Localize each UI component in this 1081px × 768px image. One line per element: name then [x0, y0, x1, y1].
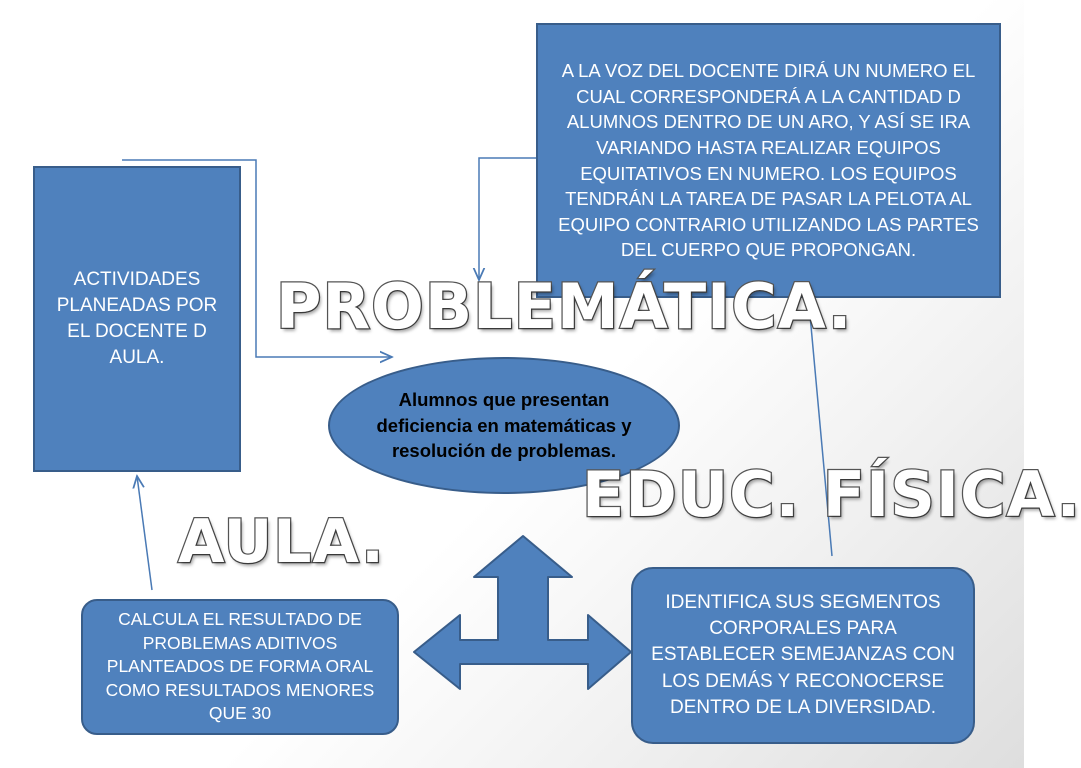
connector-calc-to-activities [137, 476, 152, 590]
identify-text: IDENTIFICA SUS SEGMENTOS CORPORALES PARA ESTABLECER SEMEJANZAS CON LOS DEMÁS Y RECONOCERSE DENTRO DE LA DIVERSIDAD. [651, 591, 955, 718]
problematica-heading: PROBLEMÁTICA. [276, 270, 853, 343]
aula-heading: AULA. [178, 507, 385, 577]
educ-fisica-heading: EDUC. FÍSICA. [582, 458, 1081, 531]
instruction-box [536, 23, 1001, 298]
instruction-text: A LA VOZ DEL DOCENTE DIRÁ UN NUMERO EL CUAL CORRESPONDERÁ A LA CANTIDAD D ALUMNOS DENTRO DE UN ARO, Y ASÍ SE IRA VARIANDO HASTA REALIZAR EQUIPOS EQUITATIVOS EN NUMERO. LOS EQUIPOS TENDRÁN LA TAREA DE PASAR LA PELOTA AL EQUIPO CONTRARIO UTILIZANDO LAS PARTES DEL CUERPO QUE PROPONGAN. [558, 60, 979, 261]
activities-text: ACTIVIDADES PLANEADAS POR EL DOCENTE D AULA. [56, 268, 218, 369]
calculation-box [81, 599, 399, 735]
activities-box [33, 166, 241, 472]
three-way-arrow-icon [414, 536, 631, 689]
identify-box [631, 567, 975, 744]
problem-text: Alumnos que presentan deficiencia en matemáticas y resolución de problemas. [376, 389, 632, 462]
calculation-text: CALCULA EL RESULTADO DE PROBLEMAS ADITIVOS PLANTEADOS DE FORMA ORAL COMO RESULTADOS MENORES QUE 30 [105, 608, 375, 724]
